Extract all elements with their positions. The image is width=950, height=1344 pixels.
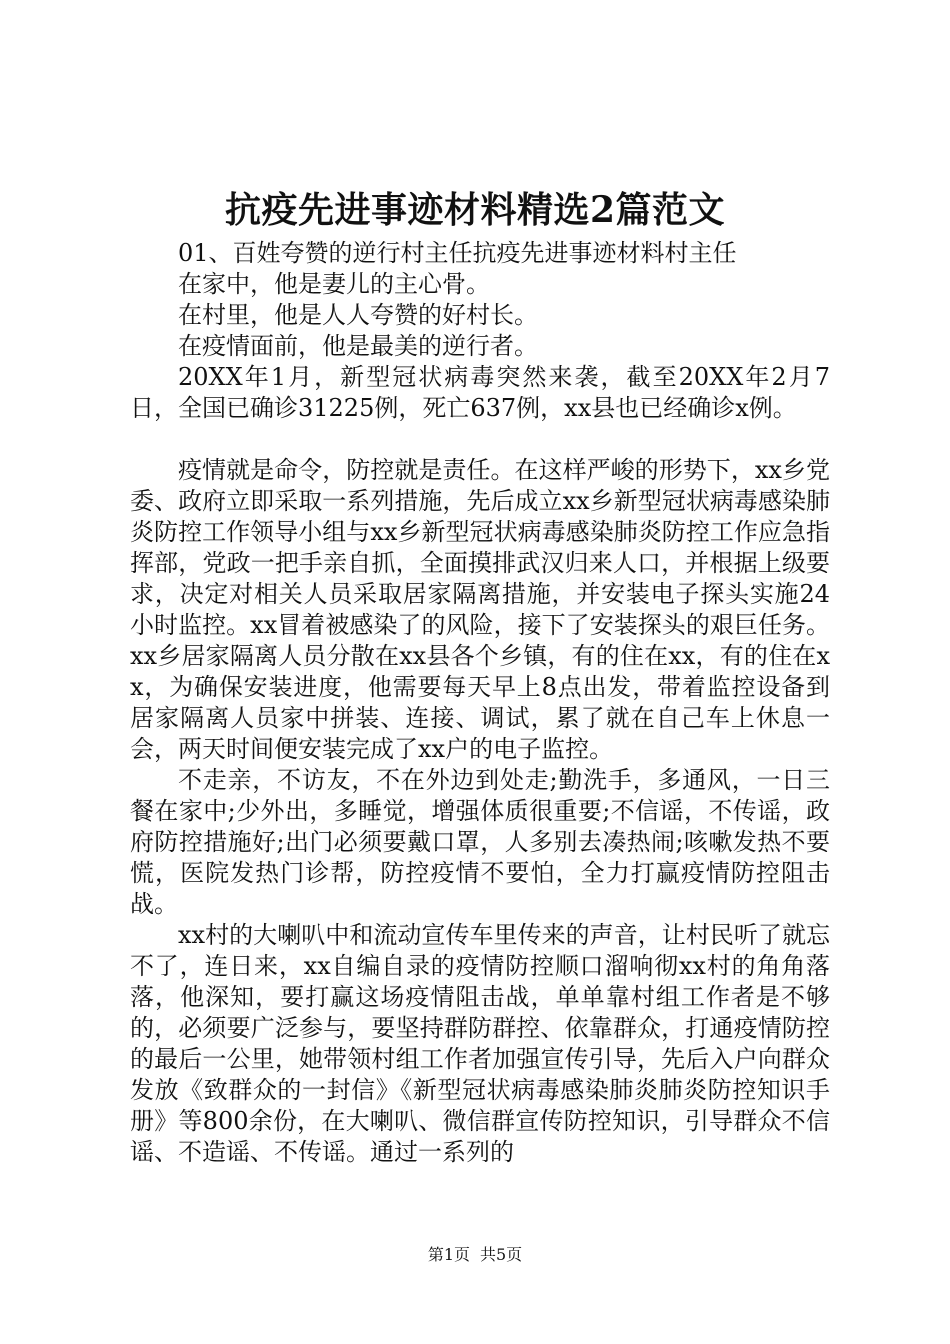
document-body — [130, 238, 830, 1168]
page-number: 第1页 — [427, 1245, 470, 1264]
document-title: 抗疫先进事迹材料精选2篇范文 — [224, 189, 726, 231]
paragraph-heading: 01、百姓夸赞的逆行村主任抗疫先进事迹材料村主任 — [178, 239, 737, 267]
page-total: 共5页 — [480, 1245, 523, 1264]
page-footer — [0, 1243, 950, 1267]
paragraph: 在疫情面前，他是最美的逆行者。 — [178, 332, 538, 360]
paragraph: 疫情就是命令，防控就是责任。在这样严峻的形势下，xx乡党委、政府立即采取一系列措施，先后成立xx乡新型冠状病毒感染肺炎防控工作领导小组与xx乡新型冠状病毒感染肺炎防控工作应急指挥部，党政一把手亲自抓，全面摸排武汉归来人口，并根据上级要求，决定对相关人员采取居家隔离措施，并安装电子探头实施24小时监控。xx冒着被感染了的风险，接下了安装探头的艰巨任务。xx乡居家隔离人员分散在xx县各个乡镇，有的住在xx，有的住在xx，为确保安装进度，他需要每天早上8点出发，带着监控设备到居家隔离人员家中拼装、连接、调试，累了就在自己车上休息一会，两天时间便安装完成了xx户的电子监控。 — [130, 456, 830, 763]
paragraph: 在家中，他是妻儿的主心骨。 — [178, 270, 490, 298]
paragraph: 在村里，他是人人夸赞的好村长。 — [178, 301, 538, 329]
paragraph: 20XX年1月，新型冠状病毒突然来袭，截至20XX年2月7日，全国已确诊31225例，死亡637例，xx县也已经确诊x例。 — [130, 363, 830, 422]
paragraph: 不走亲，不访友，不在外边到处走;勤洗手，多通风，一日三餐在家中;少外出，多睡觉，增强体质很重要;不信谣，不传谣，政府防控措施好;出门必须要戴口罩，人多别去凑热闹;咳嗽发热不要慌，医院发热门诊帮，防控疫情不要怕，全力打赢疫情防控阻击战。 — [130, 766, 830, 918]
paragraph: xx村的大喇叭中和流动宣传车里传来的声音，让村民听了就忘不了，连日来，xx自编自录的疫情防控顺口溜响彻xx村的角角落落，他深知，要打赢这场疫情阻击战，单单靠村组工作者是不够的，必须要广泛参与，要坚持群防群控、依靠群众，打通疫情防控的最后一公里，她带领村组工作者加强宣传引导，先后入户向群众发放《致群众的一封信》《新型冠状病毒感染肺炎肺炎防控知识手册》等800余份，在大喇叭、微信群宣传防控知识，引导群众不信谣、不造谣、不传谣。通过一系列的 — [130, 921, 830, 1166]
